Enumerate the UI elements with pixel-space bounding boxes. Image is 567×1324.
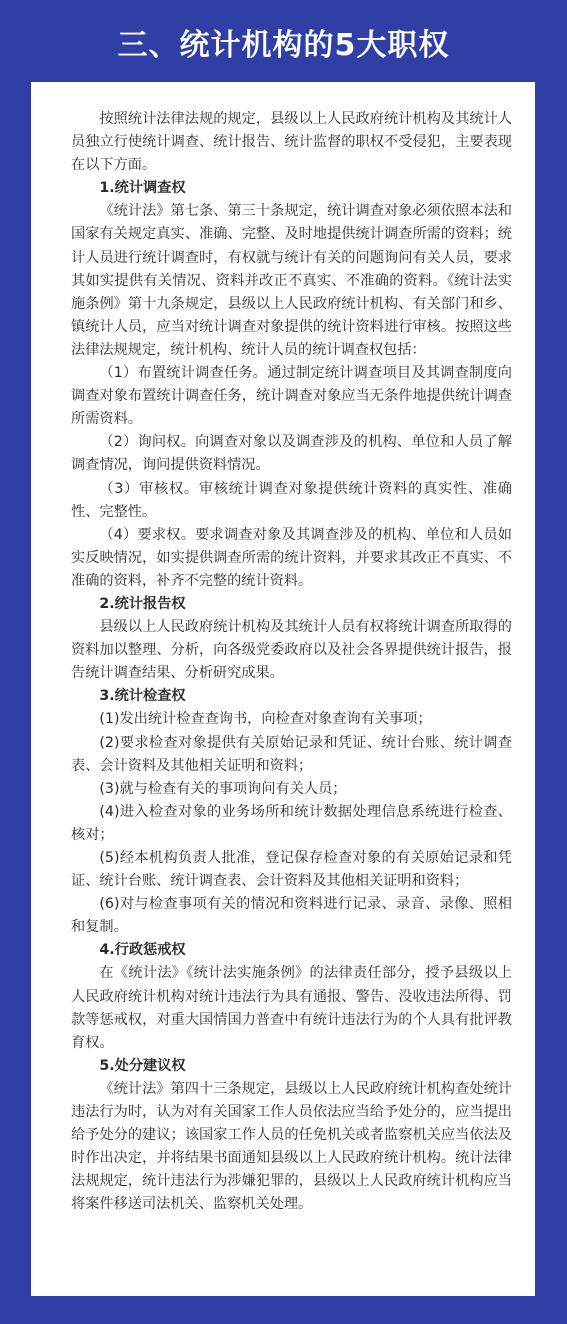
body-paragraph: 在《统计法》《统计法实施条例》的法律责任部分，授予县级以上人民政府统计机构对统计违法行为具有通报、警告、没收违法所得、罚款等惩戒权，对重大国情国力普查中有统计违法行为的个人具有批评教育权。 [71, 965, 512, 1051]
list-item: (2)要求检查对象提供有关原始记录和凭证、统计台账、统计调查表、会计资料及其他相关证明和资料； [71, 734, 512, 774]
section-heading-5: 5.处分建议权 [99, 1057, 186, 1074]
list-item: （4）要求权。要求调查对象及其调查涉及的机构、单位和人员如实反映情况，如实提供调查所需的统计资料，并要求其改正不真实、不准确的资料，补齐不完整的统计资料。 [71, 526, 512, 589]
list-item: （3）审核权。审核统计调查对象提供统计资料的真实性、准确性、完整性。 [71, 480, 512, 520]
body-paragraph: 《统计法》第四十三条规定，县级以上人民政府统计机构查处统计违法行为时，认为对有关国家工作人员依法应当给予处分的，应当提出给予处分的建议；该国家工作人员的任免机关或者监察机关应当依法及时作出决定，并将结果书面通知县级以上人民政府统计机构。统计法律法规规定，统计违法行为涉嫌犯罪的，县级以上人民政府统计机构应当将案件移送司法机关、监察机关处理。 [71, 1080, 512, 1213]
list-item: （1）布置统计调查任务。通过制定统计调查项目及其调查制度向调查对象布置统计调查任务，统计调查对象应当无条件地提供统计调查所需资料。 [71, 365, 512, 428]
section-heading-4: 4.行政惩戒权 [99, 942, 186, 959]
list-item: (3)就与检查有关的事项询问有关人员； [99, 780, 347, 797]
content-panel [31, 82, 535, 1296]
list-item: (5)经本机构负责人批准，登记保存检查对象的有关原始记录和凭证、统计台账、统计调查表、会计资料及其他相关证明和资料； [71, 850, 512, 890]
intro-paragraph: 按照统计法律法规的规定，县级以上人民政府统计机构及其统计人员独立行使统计调查、统计报告、统计监督的职权不受侵犯，主要表现在以下方面。 [71, 111, 512, 174]
section-heading-2: 2.统计报告权 [99, 595, 186, 612]
section-heading-3: 3.统计检查权 [99, 688, 186, 705]
list-item: (1)发出统计检查查询书，向检查对象查询有关事项； [99, 711, 432, 728]
body-paragraph: 《统计法》第七条、第三十条规定，统计调查对象必须依照本法和国家有关规定真实、准确、完整、及时地提供统计调查所需的资料；统计人员进行统计调查时，有权就与统计有关的问题询问有关人员，要求其如实提供有关情况、资料并改正不真实、不准确的资料。《统计法实施条例》第十九条规定，县级以上人民政府统计机构、有关部门和乡、镇统计人员，应当对统计调查对象提供的统计资料进行审核。按照这些法律法规规定，统计机构、统计人员的统计调查权包括： [71, 203, 512, 358]
list-item: (4)进入检查对象的业务场所和统计数据处理信息系统进行检查、核对； [71, 803, 512, 843]
section-heading-1: 1.统计调查权 [99, 180, 186, 197]
body-paragraph: 县级以上人民政府统计机构及其统计人员有权将统计调查所取得的资料加以整理、分析，向各级党委政府以及社会各界提供统计报告，报告统计调查结果、分析研究成果。 [71, 619, 512, 682]
list-item: （2）询问权。向调查对象以及调查涉及的机构、单位和人员了解调查情况，询问提供资料情况。 [71, 434, 512, 474]
list-item: (6)对与检查事项有关的情况和资料进行记录、录音、录像、照相和复制。 [71, 896, 512, 936]
page-title: 三、统计机构的5大职权 [117, 28, 450, 63]
